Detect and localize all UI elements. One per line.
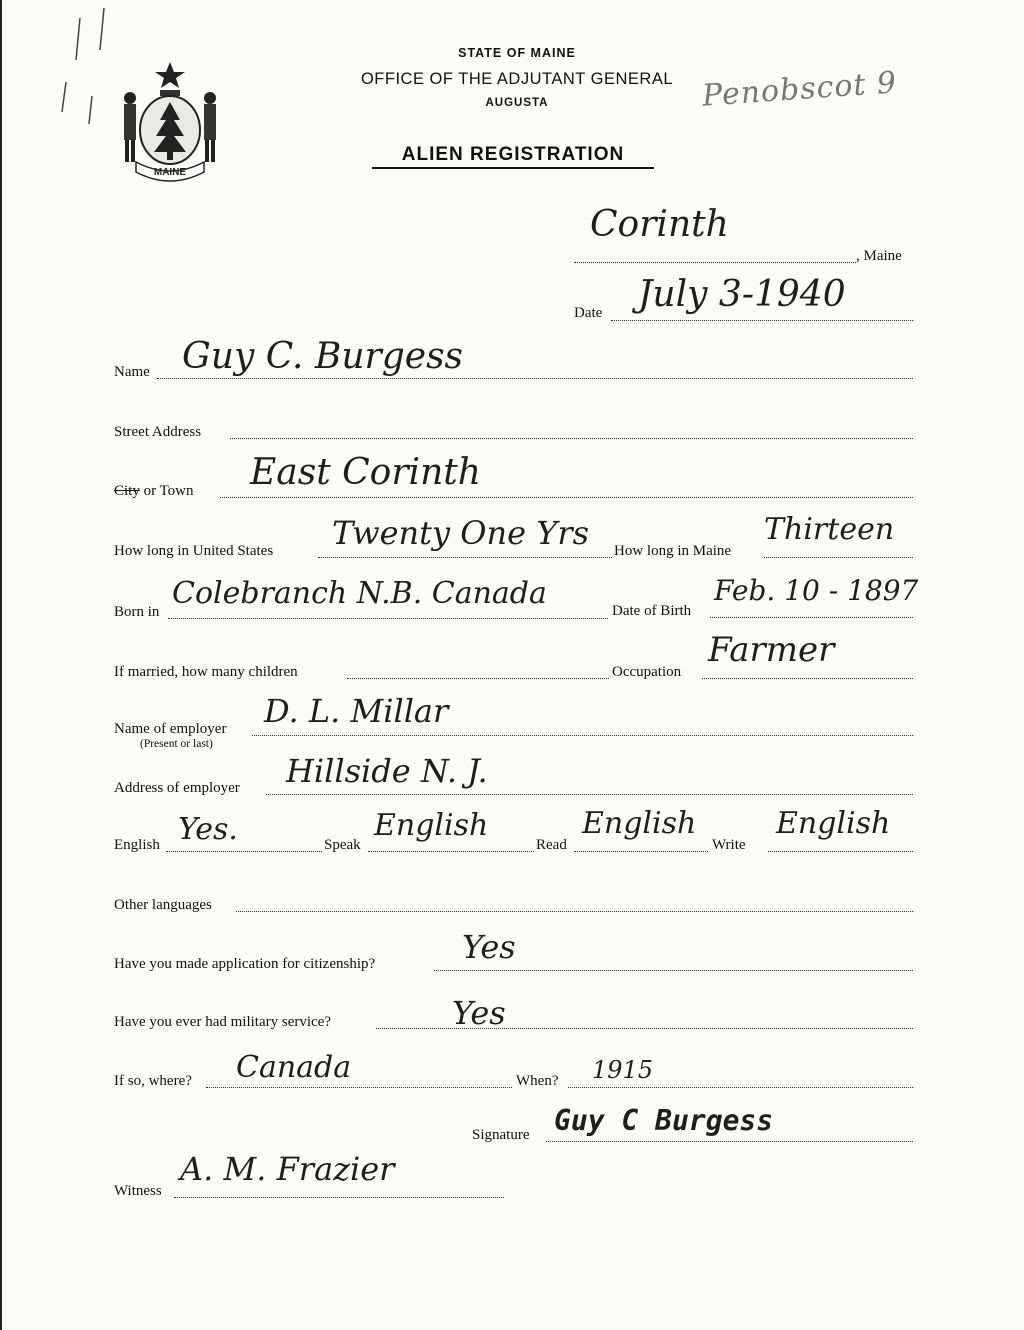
occupation-label: Occupation xyxy=(612,664,682,680)
other-languages-line xyxy=(236,911,913,912)
when-label: When? xyxy=(516,1073,559,1089)
signature-value: Guy C Burgess xyxy=(554,1104,774,1137)
where-value: Canada xyxy=(236,1050,352,1085)
date-value: July 3-1940 xyxy=(638,274,846,315)
city-heading: AUGUSTA xyxy=(485,97,549,109)
speak-value: English xyxy=(374,808,489,843)
form-title: ALIEN REGISTRATION xyxy=(372,144,654,169)
english-label: English xyxy=(114,837,160,853)
street-line xyxy=(230,438,913,439)
occupation-value: Farmer xyxy=(708,630,835,670)
employer-address-value: Hillside N. J. xyxy=(286,752,488,790)
us-duration-label: How long in United States xyxy=(114,543,274,559)
where-label: If so, where? xyxy=(114,1073,192,1089)
town-value: Corinth xyxy=(590,204,729,245)
read-label: Read xyxy=(536,837,567,853)
date-line xyxy=(611,320,913,321)
read-line xyxy=(574,851,708,852)
signature-line xyxy=(546,1141,913,1142)
town-line xyxy=(574,262,856,263)
maine-duration-label: How long in Maine xyxy=(614,543,732,559)
penobscot-annotation: Penobscot 9 xyxy=(701,65,899,114)
dob-label: Date of Birth xyxy=(612,603,692,619)
employer-label: Name of employer xyxy=(114,721,227,737)
name-value: Guy C. Burgess xyxy=(182,336,464,377)
date-label: Date xyxy=(574,305,603,321)
birthplace-line xyxy=(168,618,608,619)
street-label: Street Address xyxy=(114,424,202,440)
maine-duration-line xyxy=(764,557,913,558)
children-label: If married, how many children xyxy=(114,664,298,680)
citizenship-line xyxy=(434,970,913,971)
employer-value: D. L. Millar xyxy=(264,692,449,730)
us-duration-value: Twenty One Yrs xyxy=(332,514,590,552)
citizenship-value: Yes xyxy=(462,928,516,966)
military-value: Yes xyxy=(452,994,506,1032)
when-value: 1915 xyxy=(592,1056,654,1084)
witness-value: A. M. Frazier xyxy=(180,1150,395,1188)
speak-label: Speak xyxy=(324,837,361,853)
maine-state-seal-icon xyxy=(116,58,224,188)
birthplace-label: Born in xyxy=(114,604,160,620)
birthplace-value: Colebranch N.B. Canada xyxy=(172,576,547,611)
office-heading: OFFICE OF THE ADJUTANT GENERAL xyxy=(360,70,674,88)
maine-duration-value: Thirteen xyxy=(764,512,895,547)
employer-address-label: Address of employer xyxy=(114,780,240,796)
name-label: Name xyxy=(114,364,150,380)
dob-line xyxy=(710,617,913,618)
dob-value: Feb. 10 - 1897 xyxy=(714,574,919,607)
employer-line xyxy=(252,735,913,736)
english-value: Yes. xyxy=(178,812,238,847)
write-line xyxy=(768,851,913,852)
witness-label: Witness xyxy=(114,1183,162,1199)
occupation-line xyxy=(702,678,913,679)
city-line xyxy=(220,497,913,498)
children-line xyxy=(347,678,609,679)
employer-address-line xyxy=(266,794,913,795)
employer-sub-label: (Present or last) xyxy=(140,738,213,750)
town-label: , Maine xyxy=(856,248,902,264)
city-value: East Corinth xyxy=(250,452,481,493)
read-value: English xyxy=(582,806,697,841)
write-value: English xyxy=(776,806,891,841)
english-line xyxy=(166,851,322,852)
us-duration-line xyxy=(318,557,612,558)
name-line xyxy=(157,378,913,379)
write-label: Write xyxy=(712,837,746,853)
where-line xyxy=(206,1087,512,1088)
other-languages-label: Other languages xyxy=(114,897,212,913)
when-line xyxy=(568,1087,913,1088)
military-label: Have you ever had military service? xyxy=(114,1014,331,1030)
signature-label: Signature xyxy=(472,1127,530,1143)
citizenship-label: Have you made application for citizenship? xyxy=(114,956,376,972)
witness-line xyxy=(174,1197,504,1198)
speak-line xyxy=(368,851,534,852)
state-heading: STATE OF MAINE xyxy=(458,46,576,60)
svg-text:MAINE: MAINE xyxy=(153,167,187,178)
city-label: City or Town xyxy=(114,483,194,499)
